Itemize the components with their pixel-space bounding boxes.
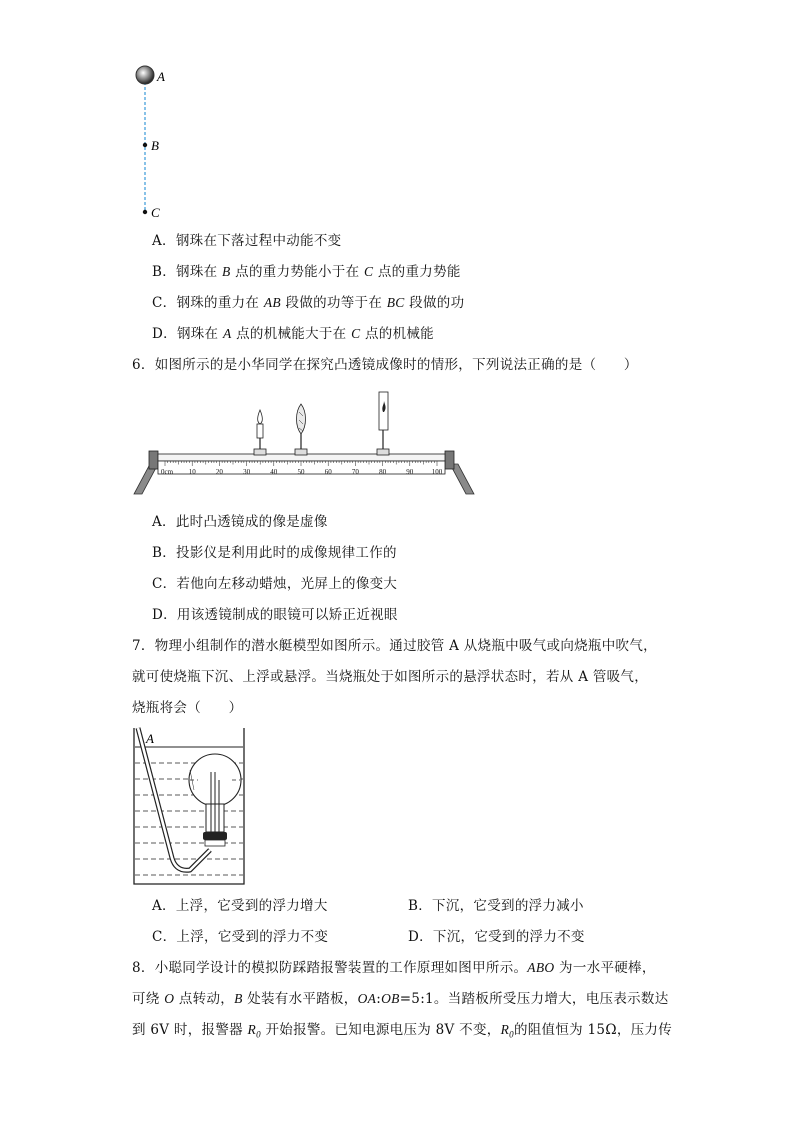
label-a: A [157,69,165,84]
point-c [143,210,147,214]
q6-option-a: A．此时凸透镜成的像是虚像 [152,514,328,530]
candle [254,410,266,455]
bench-tick-label: 100 [431,468,443,476]
bench-tick-label: 20 [215,468,223,476]
bench-unit-label: 0cm [161,468,174,476]
bench-tick-label: 60 [324,468,332,476]
q7-option-a: A．上浮，它受到的浮力增大 [152,898,328,914]
q8-line-1: 8．小聪同学设计的模拟防踩踏报警装置的工作原理如图甲所示。ABO 为一水平硬棒， [132,960,656,976]
bench-tick-label: 70 [351,468,359,476]
q5-option-c: C．钢珠的重力在 AB 段做的功等于在 BC 段做的功 [152,295,465,311]
q5-option-d: D．钢珠在 A 点的机械能大于在 C 点的机械能 [152,326,434,342]
q6-option-b: B．投影仪是利用此时的成像规律工作的 [152,545,397,561]
q5-option-b: B．钢珠在 B 点的重力势能小于在 C 点的重力势能 [152,264,461,280]
bench-tick-label: 80 [379,468,387,476]
light-screen [377,392,389,455]
bench-tick-label: 40 [270,468,278,476]
bench-tick-label: 30 [243,468,251,476]
q8-line-3: 到 6V 时，报警器 $R_0$ 开始报警。已知电源电压为 8V 不变，$R_0$的阻值恒为 15Ω，压力传 [132,1022,673,1040]
bench-right-post [445,451,454,469]
convex-lens [295,404,307,455]
q7-stem-line-2: 就可使烧瓶下沉、上浮或悬浮。当烧瓶处于如图所示的悬浮状态时，若从 A 管吸气， [132,669,649,685]
q6-stem: 6．如图所示的是小华同学在探究凸透镜成像时的情形，下列说法正确的是（ ） [132,357,638,373]
flask-stopper [203,832,227,840]
q5-option-a: A．钢珠在下落过程中动能不变 [152,233,342,249]
hose-label-a: A [146,731,154,746]
bench-tick-label: 10 [188,468,196,476]
steel-ball [136,66,154,84]
q6-option-d: D．用该透镜制成的眼镜可以矫正近视眼 [152,607,398,623]
q7-stem-line-1: 7．物理小组制作的潜水艇模型如图所示。通过胶管 A 从烧瓶中吸气或向烧瓶中吹气， [132,638,657,654]
point-b [143,143,147,147]
label-b: B [151,138,159,153]
pendulum-figure [128,62,178,222]
q6-option-c: C．若他向左移动蜡烛，光屏上的像变大 [152,576,398,592]
q8-line-2: 可绕 O 点转动，B 处装有水平踏板，OA:OB=5:1。当踏板所受压力增大，电压表示数达 [132,991,669,1007]
q7-option-b: B．下沉，它受到的浮力减小 [408,898,584,914]
bench-left-post [149,451,158,469]
optical-bench-figure [132,390,477,500]
bench-tick-label: 90 [406,468,414,476]
submarine-model-figure [132,726,248,886]
q7-stem-line-3: 烧瓶将会（ ） [132,700,243,716]
label-c: C [151,205,160,220]
q7-option-d: D．下沉，它受到的浮力不变 [408,929,585,945]
q7-option-c: C．上浮，它受到的浮力不变 [152,929,329,945]
water-container [134,728,244,884]
bench-tick-label: 50 [297,468,305,476]
flask [189,754,241,846]
